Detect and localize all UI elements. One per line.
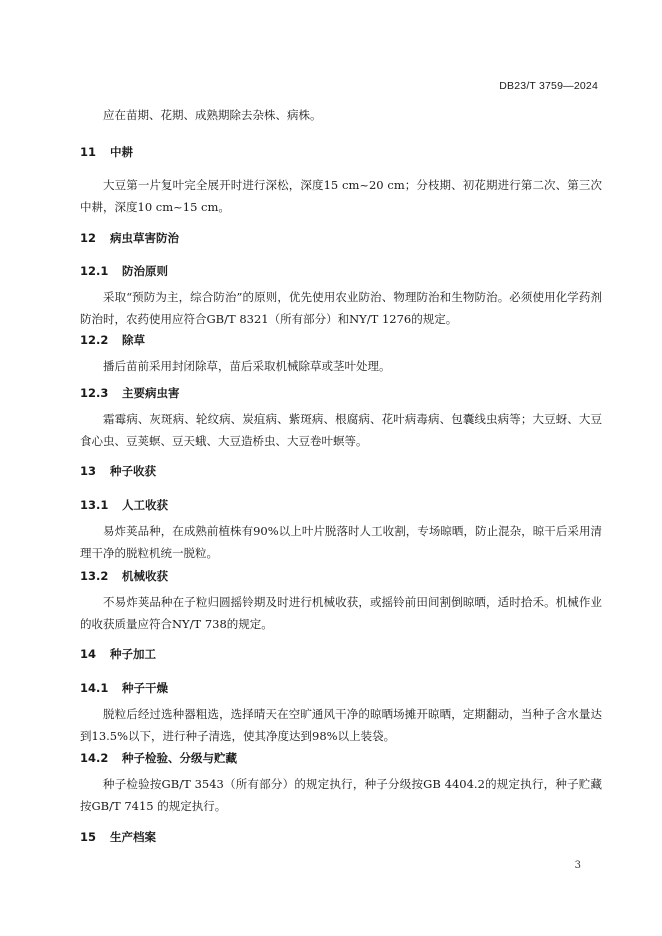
heading-12 xyxy=(80,230,602,246)
paragraph-12-1: 采取“预防为主，综合防治”的原则，优先使用农业防治、物理防治和生物防治。必须使用化学药剂防治时，农药使用应符合GB/T 8321（所有部分）和NY/T 1276的规定。 xyxy=(80,290,602,326)
heading-12-3 xyxy=(80,385,602,401)
page-number: 3 xyxy=(574,860,581,871)
paragraph-14-1: 脱粒后经过选种器粗选，选择晴天在空旷通风干净的晾晒场摊开晾晒，定期翻动，当种子含水量达到13.5%以下，进行种子清选，使其净度达到98%以上装袋。 xyxy=(80,707,602,743)
heading-14-2 xyxy=(80,750,602,766)
section-number: 14 xyxy=(80,647,97,661)
section-number: 13 xyxy=(80,464,97,478)
heading-13 xyxy=(80,463,602,479)
paragraph-14-2: 种子检验按GB/T 3543（所有部分）的规定执行，种子分级按GB 4404.2的规定执行，种子贮藏按GB/T 7415 的规定执行。 xyxy=(80,777,602,813)
section-number: 12.2 xyxy=(80,333,109,347)
heading-13-2 xyxy=(80,568,602,584)
paragraph-11: 大豆第一片复叶完全展开时进行深松，深度15 cm~20 cm；分枝期、初花期进行第二次、第三次中耕，深度10 cm~15 cm。 xyxy=(80,178,602,214)
section-title: 除草 xyxy=(122,333,145,347)
section-title: 病虫草害防治 xyxy=(110,231,179,245)
section-number: 13.1 xyxy=(80,498,109,512)
heading-14 xyxy=(80,646,602,662)
section-number: 14.1 xyxy=(80,681,109,695)
paragraph-top: 应在苗期、花期、成熟期除去杂株、病株。 xyxy=(103,108,322,122)
section-title: 防治原则 xyxy=(122,264,168,278)
heading-12-1 xyxy=(80,263,602,279)
section-title: 主要病虫害 xyxy=(122,386,180,400)
section-title: 种子加工 xyxy=(110,647,156,661)
section-title: 种子检验、分级与贮藏 xyxy=(122,751,237,765)
paragraph-13-2: 不易炸荚品种在子粒归圆摇铃期及时进行机械收获，或摇铃前田间割倒晾晒，适时拾禾。机械作业的收获质量应符合NY/T 738的规定。 xyxy=(80,595,602,631)
section-number: 11 xyxy=(80,145,97,159)
heading-13-1 xyxy=(80,497,602,513)
section-title: 生产档案 xyxy=(110,830,156,844)
section-title: 中耕 xyxy=(110,145,133,159)
heading-11 xyxy=(80,144,602,160)
section-number: 15 xyxy=(80,830,97,844)
section-title: 种子干燥 xyxy=(122,681,168,695)
paragraph-12-2: 播后苗前采用封闭除草，苗后采取机械除草或茎叶处理。 xyxy=(103,359,391,373)
heading-14-1 xyxy=(80,680,602,696)
heading-12-2 xyxy=(80,332,602,348)
section-title: 种子收获 xyxy=(110,464,156,478)
section-number: 13.2 xyxy=(80,569,109,583)
section-number: 14.2 xyxy=(80,751,109,765)
paragraph-12-3: 霜霉病、灰斑病、轮纹病、炭疽病、紫斑病、根腐病、花叶病毒病、包囊线虫病等；大豆蚜、大豆食心虫、豆荚螟、豆天蛾、大豆造桥虫、大豆卷叶螟等。 xyxy=(80,412,602,448)
section-title: 人工收获 xyxy=(122,498,168,512)
section-number: 12 xyxy=(80,231,97,245)
section-number: 12.1 xyxy=(80,264,109,278)
paragraph-13-1: 易炸荚品种，在成熟前植株有90%以上叶片脱落时人工收割，专场晾晒，防止混杂，晾干后采用清理干净的脱粒机统一脱粒。 xyxy=(80,524,602,560)
heading-15 xyxy=(80,829,602,845)
section-title: 机械收获 xyxy=(122,569,168,583)
document-id: DB23/T 3759—2024 xyxy=(499,80,598,92)
section-number: 12.3 xyxy=(80,386,109,400)
